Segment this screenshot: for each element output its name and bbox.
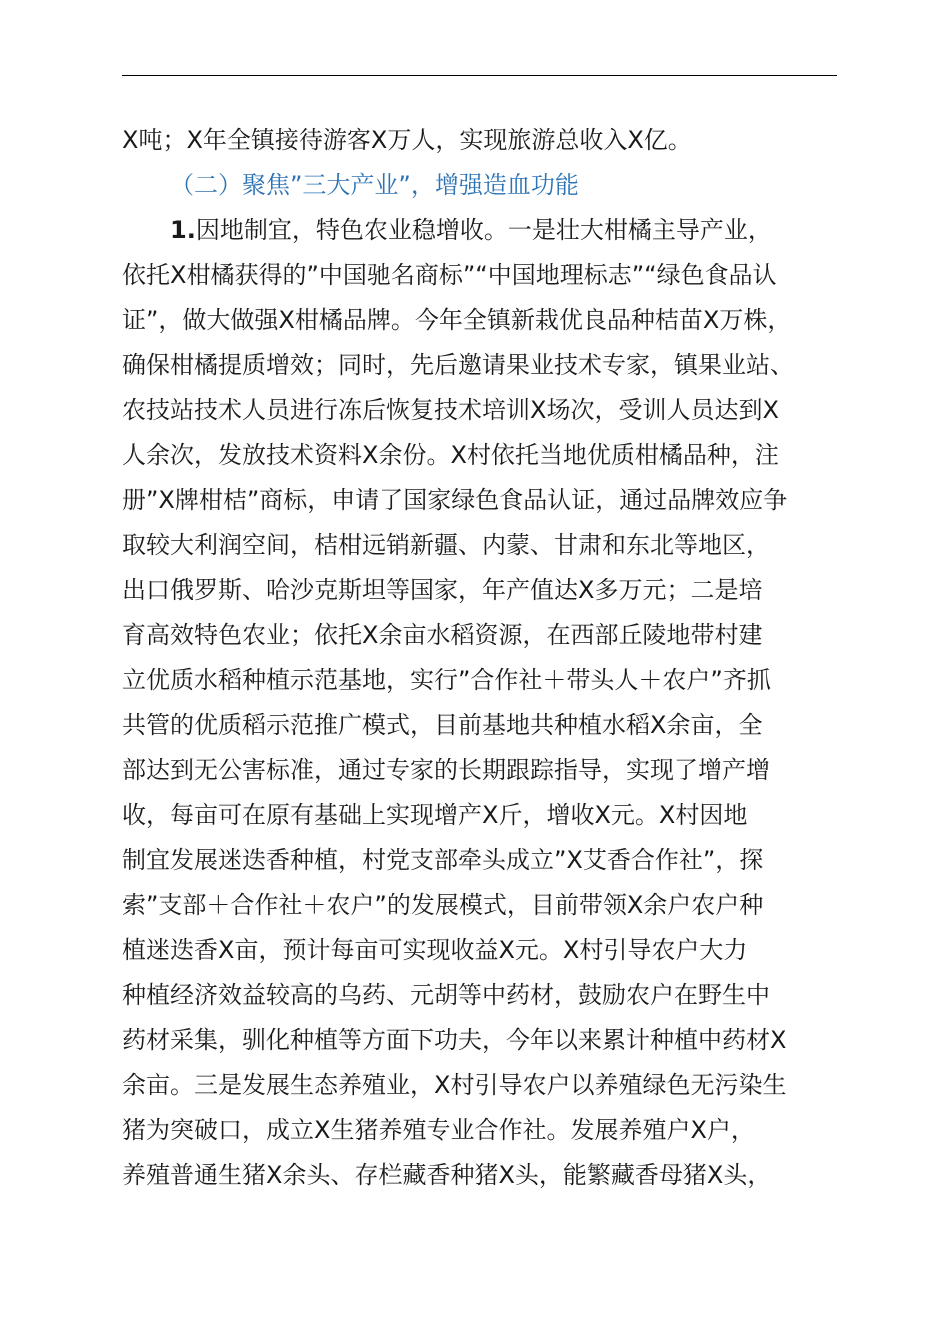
paragraph-line: 立优质水稻种植示范基地，实行”合作社＋带头人＋农户”齐抓 bbox=[122, 666, 771, 694]
paragraph-line: 种植经济效益较高的乌药、元胡等中药材，鼓励农户在野生中 bbox=[122, 981, 770, 1009]
paragraph-line-text: 因地制宜，特色农业稳增收。一是壮大柑橘主导产业， bbox=[195, 216, 772, 244]
paragraph-line: 药材采集，驯化种植等方面下功夫，今年以来累计种植中药材X bbox=[122, 1026, 787, 1054]
paragraph-line: 共管的优质稻示范推广模式，目前基地共种植水稻X余亩，全 bbox=[122, 711, 763, 739]
paragraph-line: 确保柑橘提质增效；同时，先后邀请果业技术专家，镇果业站、 bbox=[122, 351, 794, 379]
paragraph-line: 农技站技术人员进行冻后恢复技术培训X场次，受训人员达到X bbox=[122, 396, 779, 424]
paragraph-line: 依托X柑橘获得的”中国驰名商标”“中国地理标志”“绿色食品认 bbox=[122, 261, 777, 289]
section-heading: （二）聚焦”三大产业”，增强造血功能 bbox=[170, 171, 579, 199]
header-rule bbox=[122, 75, 837, 76]
paragraph-line: 收，每亩可在原有基础上实现增产X斤，增收X元。X村因地 bbox=[122, 801, 748, 829]
paragraph-line: 证”，做大做强X柑橘品牌。今年全镇新栽优良品种桔苗X万株， bbox=[122, 306, 792, 334]
paragraph-line: 植迷迭香X亩，预计每亩可实现收益X元。X村引导农户大力 bbox=[122, 936, 748, 964]
paragraph-line: 育高效特色农业；依托X余亩水稻资源，在西部丘陵地带村建 bbox=[122, 621, 763, 649]
item-number: 1. bbox=[170, 216, 196, 244]
paragraph-line: 猪为突破口，成立X生猪养殖专业合作社。发展养殖户X户， bbox=[122, 1116, 755, 1144]
paragraph-line bbox=[170, 208, 772, 252]
paragraph-line: 取较大利润空间，桔柑远销新疆、内蒙、甘肃和东北等地区， bbox=[122, 531, 770, 559]
paragraph-line: 余亩。三是发展生态养殖业，X村引导农户以养殖绿色无污染生 bbox=[122, 1071, 787, 1099]
paragraph-line: 出口俄罗斯、哈沙克斯坦等国家，年产值达X多万元；二是培 bbox=[122, 576, 763, 604]
paragraph-line: 养殖普通生猪X余头、存栏藏香种猪X头，能繁藏香母猪X头， bbox=[122, 1161, 772, 1189]
paragraph-line: 索”支部＋合作社＋农户”的发展模式，目前带领X余户农户种 bbox=[122, 891, 764, 919]
paragraph-line: X吨；X年全镇接待游客X万人，实现旅游总收入X亿。 bbox=[122, 126, 692, 154]
paragraph-line: 人余次，发放技术资料X余份。X村依托当地优质柑橘品种，注 bbox=[122, 441, 779, 469]
paragraph-line: 制宜发展迷迭香种植，村党支部牵头成立”X艾香合作社”，探 bbox=[122, 846, 764, 874]
paragraph-line: 部达到无公害标准，通过专家的长期跟踪指导，实现了增产增 bbox=[122, 756, 770, 784]
paragraph-line: 册”X牌柑桔”商标，申请了国家绿色食品认证，通过品牌效应争 bbox=[122, 486, 788, 514]
